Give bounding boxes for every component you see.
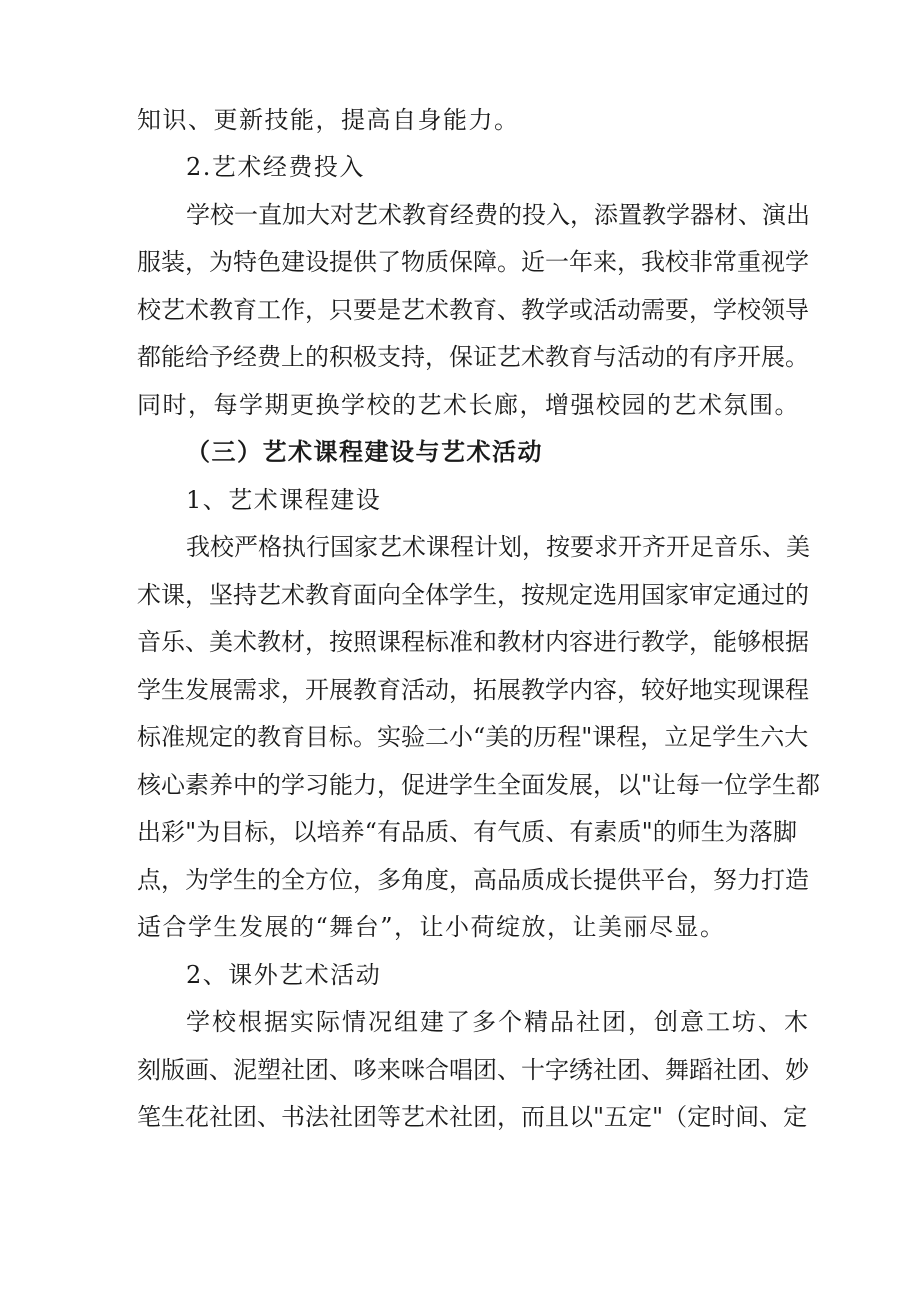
paragraph-line: 点，为学生的全方位，多角度，高品质成长提供平台，努力打造 xyxy=(137,866,809,894)
paragraph-line: 校艺术教育工作，只要是艺术教育、教学或活动需要，学校领导 xyxy=(137,296,809,324)
paragraph-line: 都能给予经费上的积极支持，保证艺术教育与活动的有序开展。 xyxy=(137,343,809,371)
paragraph-line: 知识、更新技能，提高自身能力。 xyxy=(137,106,520,134)
section-heading: （三）艺术课程建设与艺术活动 xyxy=(186,437,543,466)
paragraph-line: 音乐、美术教材，按照课程标准和教材内容进行教学，能够根据 xyxy=(137,628,809,656)
paragraph-line: 学校一直加大对艺术教育经费的投入，添置教学器材、演出 xyxy=(186,201,810,229)
paragraph-line: 适合学生发展的“舞台”，让小荷绽放，让美丽尽显。 xyxy=(137,913,726,941)
paragraph-line: 术课，坚持艺术教育面向全体学生，按规定选用国家审定通过的 xyxy=(137,581,809,609)
paragraph-line: 标准规定的教育目标。实验二小“美的历程"课程，立足学生六大 xyxy=(137,723,809,751)
subsection-heading: 1、艺术课程建设 xyxy=(186,486,382,514)
paragraph-line: 出彩"为目标，以培养“有品质、有气质、有素质"的师生为落脚 xyxy=(137,818,797,846)
paragraph-line: 核心素养中的学习能力，促进学生全面发展，以"让每一位学生都 xyxy=(137,771,821,799)
paragraph-line: 学生发展需求，开展教育活动，拓展教学内容，较好地实现课程 xyxy=(137,676,809,704)
paragraph-line: 我校严格执行国家艺术课程计划，按要求开齐开足音乐、美 xyxy=(186,533,810,561)
paragraph-line: 服装，为特色建设提供了物质保障。近一年来，我校非常重视学 xyxy=(137,248,809,276)
subsection-heading: 2.艺术经费投入 xyxy=(186,153,365,181)
paragraph-line: 笔生花社团、书法社团等艺术社团，而且以"五定"（定时间、定 xyxy=(137,1103,808,1131)
paragraph-line: 同时，每学期更换学校的艺术长廊，增强校园的艺术氛围。 xyxy=(137,391,800,419)
paragraph-line: 学校根据实际情况组建了多个精品社团，创意工坊、木 xyxy=(186,1008,810,1036)
paragraph-line: 刻版画、泥塑社团、哆来咪合唱团、十字绣社团、舞蹈社团、妙 xyxy=(137,1056,809,1084)
subsection-heading: 2、课外艺术活动 xyxy=(186,961,382,989)
